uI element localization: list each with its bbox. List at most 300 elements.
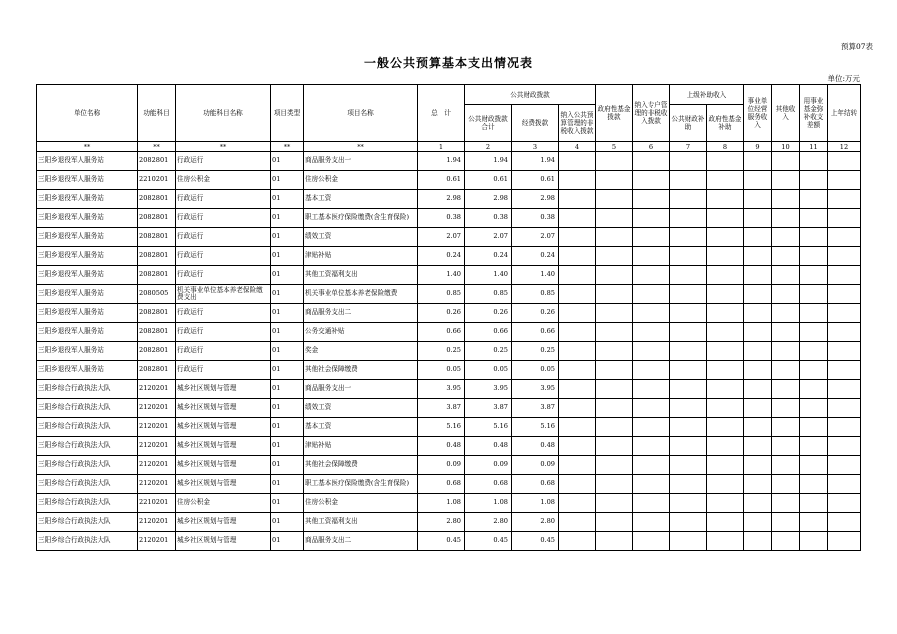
table-row xyxy=(37,380,861,399)
cell-unit-name: 三阳乡综合行政执法大队 xyxy=(37,513,138,532)
cell-item-type: 01 xyxy=(271,399,304,418)
empty-cell xyxy=(633,380,670,399)
table-row xyxy=(37,532,861,551)
empty-cell xyxy=(772,304,800,323)
empty-cell xyxy=(633,323,670,342)
cell-func-name: 机关事业单位基本养老保险缴费支出 xyxy=(176,285,271,304)
cell-unit-name: 三阳乡退役军人服务站 xyxy=(37,190,138,209)
cell-func-name: 城乡社区规划与管理 xyxy=(176,399,271,418)
header-special-fund: 纳入公共预算管理的非税收入拨款 xyxy=(559,105,596,142)
empty-cell xyxy=(772,228,800,247)
cell-func-name: 城乡社区规划与管理 xyxy=(176,456,271,475)
cell-func-code: 2082801 xyxy=(138,266,176,285)
empty-cell xyxy=(828,380,861,399)
empty-cell xyxy=(707,342,744,361)
cell-unit-name: 三阳乡退役军人服务站 xyxy=(37,152,138,171)
cell-funds-alloc: 2.07 xyxy=(512,228,559,247)
empty-cell xyxy=(772,456,800,475)
cell-unit-name: 三阳乡退役军人服务站 xyxy=(37,247,138,266)
cell-unit-name: 三阳乡退役军人服务站 xyxy=(37,285,138,304)
empty-cell xyxy=(596,285,633,304)
cell-func-code: 2080505 xyxy=(138,285,176,304)
table-row xyxy=(37,437,861,456)
cell-funds-alloc: 0.68 xyxy=(512,475,559,494)
empty-cell xyxy=(633,228,670,247)
empty-cell xyxy=(828,399,861,418)
cell-unit-name: 三阳乡综合行政执法大队 xyxy=(37,437,138,456)
empty-cell xyxy=(559,285,596,304)
cell-func-name: 住房公积金 xyxy=(176,171,271,190)
column-index-mark: ** xyxy=(37,142,138,152)
empty-cell xyxy=(559,380,596,399)
empty-cell xyxy=(707,247,744,266)
empty-cell xyxy=(800,532,828,551)
cell-item-type: 01 xyxy=(271,266,304,285)
header-funds-alloc: 经费拨款 xyxy=(512,105,559,142)
cell-func-code: 2120201 xyxy=(138,532,176,551)
empty-cell xyxy=(744,399,772,418)
empty-cell xyxy=(707,323,744,342)
cell-item-name: 津贴补贴 xyxy=(304,247,418,266)
cell-public-finance-alloc: 0.05 xyxy=(465,361,512,380)
empty-cell xyxy=(744,285,772,304)
empty-cell xyxy=(828,190,861,209)
cell-item-name: 机关事业单位基本养老保险缴费 xyxy=(304,285,418,304)
cell-func-name: 行政运行 xyxy=(176,342,271,361)
cell-func-name: 城乡社区规划与管理 xyxy=(176,513,271,532)
cell-public-finance-alloc: 0.68 xyxy=(465,475,512,494)
empty-cell xyxy=(744,171,772,190)
empty-cell xyxy=(670,513,707,532)
cell-func-code: 2082801 xyxy=(138,247,176,266)
empty-cell xyxy=(828,266,861,285)
cell-func-name: 行政运行 xyxy=(176,247,271,266)
empty-cell xyxy=(800,494,828,513)
cell-total: 3.95 xyxy=(418,380,465,399)
empty-cell xyxy=(596,475,633,494)
cell-unit-name: 三阳乡退役军人服务站 xyxy=(37,266,138,285)
cell-func-code: 2120201 xyxy=(138,513,176,532)
cell-public-finance-alloc: 1.08 xyxy=(465,494,512,513)
empty-cell xyxy=(828,285,861,304)
cell-total: 0.38 xyxy=(418,209,465,228)
header-business-income: 事业单位经营服务收入 xyxy=(744,85,772,142)
table-row xyxy=(37,475,861,494)
cell-public-finance-alloc: 5.16 xyxy=(465,418,512,437)
cell-total: 0.24 xyxy=(418,247,465,266)
cell-funds-alloc: 1.94 xyxy=(512,152,559,171)
cell-public-finance-alloc: 0.61 xyxy=(465,171,512,190)
empty-cell xyxy=(633,190,670,209)
cell-total: 0.66 xyxy=(418,323,465,342)
table-row xyxy=(37,494,861,513)
empty-cell xyxy=(596,399,633,418)
cell-func-name: 城乡社区规划与管理 xyxy=(176,418,271,437)
empty-cell xyxy=(559,399,596,418)
cell-public-finance-alloc: 2.98 xyxy=(465,190,512,209)
table-row xyxy=(37,247,861,266)
cell-total: 1.40 xyxy=(418,266,465,285)
empty-cell xyxy=(800,437,828,456)
empty-cell xyxy=(800,228,828,247)
empty-cell xyxy=(828,361,861,380)
cell-funds-alloc: 0.26 xyxy=(512,304,559,323)
empty-cell xyxy=(772,152,800,171)
empty-cell xyxy=(596,209,633,228)
column-index-mark: 6 xyxy=(633,142,670,152)
empty-cell xyxy=(633,456,670,475)
empty-cell xyxy=(744,475,772,494)
empty-cell xyxy=(800,285,828,304)
cell-item-type: 01 xyxy=(271,361,304,380)
empty-cell xyxy=(707,418,744,437)
empty-cell xyxy=(633,361,670,380)
empty-cell xyxy=(800,247,828,266)
cell-func-code: 2120201 xyxy=(138,418,176,437)
cell-item-type: 01 xyxy=(271,304,304,323)
cell-funds-alloc: 3.95 xyxy=(512,380,559,399)
empty-cell xyxy=(633,399,670,418)
cell-public-finance-alloc: 0.09 xyxy=(465,456,512,475)
empty-cell xyxy=(670,152,707,171)
column-index-mark: ** xyxy=(304,142,418,152)
cell-unit-name: 三阳乡退役军人服务站 xyxy=(37,209,138,228)
empty-cell xyxy=(596,513,633,532)
empty-cell xyxy=(772,380,800,399)
form-number: 预算07表 xyxy=(840,42,873,51)
cell-total: 3.87 xyxy=(418,399,465,418)
empty-cell xyxy=(670,190,707,209)
cell-funds-alloc: 0.48 xyxy=(512,437,559,456)
column-index-mark: 12 xyxy=(828,142,861,152)
empty-cell xyxy=(707,190,744,209)
empty-cell xyxy=(744,380,772,399)
cell-total: 0.25 xyxy=(418,342,465,361)
cell-public-finance-alloc: 3.95 xyxy=(465,380,512,399)
cell-func-name: 城乡社区规划与管理 xyxy=(176,532,271,551)
empty-cell xyxy=(559,209,596,228)
empty-cell xyxy=(633,418,670,437)
cell-item-type: 01 xyxy=(271,247,304,266)
empty-cell xyxy=(633,513,670,532)
cell-func-name: 行政运行 xyxy=(176,323,271,342)
empty-cell xyxy=(828,209,861,228)
empty-cell xyxy=(800,152,828,171)
cell-funds-alloc: 2.80 xyxy=(512,513,559,532)
column-index-mark: ** xyxy=(138,142,176,152)
empty-cell xyxy=(744,361,772,380)
empty-cell xyxy=(744,494,772,513)
cell-funds-alloc: 0.45 xyxy=(512,532,559,551)
empty-cell xyxy=(670,494,707,513)
header-carryover: 上年结转 xyxy=(828,85,861,142)
cell-unit-name: 三阳乡退役军人服务站 xyxy=(37,342,138,361)
empty-cell xyxy=(772,475,800,494)
empty-cell xyxy=(633,304,670,323)
empty-cell xyxy=(772,209,800,228)
column-index-mark: 9 xyxy=(744,142,772,152)
cell-item-type: 01 xyxy=(271,456,304,475)
empty-cell xyxy=(670,380,707,399)
table-row xyxy=(37,285,861,304)
empty-cell xyxy=(707,171,744,190)
table-row xyxy=(37,323,861,342)
empty-cell xyxy=(596,532,633,551)
cell-func-name: 城乡社区规划与管理 xyxy=(176,475,271,494)
empty-cell xyxy=(772,494,800,513)
cell-unit-name: 三阳乡综合行政执法大队 xyxy=(37,475,138,494)
cell-total: 0.05 xyxy=(418,361,465,380)
empty-cell xyxy=(596,171,633,190)
empty-cell xyxy=(596,361,633,380)
cell-func-code: 2082801 xyxy=(138,152,176,171)
empty-cell xyxy=(772,437,800,456)
table-row xyxy=(37,418,861,437)
cell-item-type: 01 xyxy=(271,228,304,247)
empty-cell xyxy=(670,171,707,190)
cell-unit-name: 三阳乡退役军人服务站 xyxy=(37,171,138,190)
empty-cell xyxy=(800,209,828,228)
empty-cell xyxy=(670,228,707,247)
cell-public-finance-alloc: 0.24 xyxy=(465,247,512,266)
cell-unit-name: 三阳乡退役军人服务站 xyxy=(37,323,138,342)
empty-cell xyxy=(670,399,707,418)
cell-funds-alloc: 0.85 xyxy=(512,285,559,304)
empty-cell xyxy=(559,475,596,494)
cell-total: 5.16 xyxy=(418,418,465,437)
cell-func-name: 行政运行 xyxy=(176,266,271,285)
column-index-mark: 4 xyxy=(559,142,596,152)
empty-cell xyxy=(596,228,633,247)
cell-item-type: 01 xyxy=(271,209,304,228)
empty-cell xyxy=(772,285,800,304)
cell-func-code: 2082801 xyxy=(138,228,176,247)
cell-funds-alloc: 0.66 xyxy=(512,323,559,342)
cell-func-code: 2082801 xyxy=(138,361,176,380)
table-row xyxy=(37,266,861,285)
empty-cell xyxy=(772,266,800,285)
cell-item-name: 奖金 xyxy=(304,342,418,361)
cell-public-finance-alloc: 0.85 xyxy=(465,285,512,304)
unit-label: 单位:万元 xyxy=(827,74,860,83)
empty-cell xyxy=(772,399,800,418)
empty-cell xyxy=(828,323,861,342)
cell-funds-alloc: 0.25 xyxy=(512,342,559,361)
cell-func-code: 2120201 xyxy=(138,380,176,399)
empty-cell xyxy=(800,456,828,475)
empty-cell xyxy=(559,342,596,361)
empty-cell xyxy=(772,513,800,532)
header-gov-fund: 政府性基金拨款 xyxy=(596,85,633,142)
cell-item-name: 商品服务支出二 xyxy=(304,304,418,323)
cell-unit-name: 三阳乡综合行政执法大队 xyxy=(37,380,138,399)
empty-cell xyxy=(559,513,596,532)
empty-cell xyxy=(707,475,744,494)
empty-cell xyxy=(633,342,670,361)
cell-public-finance-alloc: 1.40 xyxy=(465,266,512,285)
empty-cell xyxy=(800,380,828,399)
empty-cell xyxy=(707,399,744,418)
empty-cell xyxy=(828,513,861,532)
header-other-income: 其他收入 xyxy=(772,85,800,142)
empty-cell xyxy=(559,532,596,551)
cell-item-type: 01 xyxy=(271,532,304,551)
cell-func-name: 行政运行 xyxy=(176,361,271,380)
table-row xyxy=(37,304,861,323)
empty-cell xyxy=(707,494,744,513)
column-index-mark: 3 xyxy=(512,142,559,152)
empty-cell xyxy=(633,532,670,551)
cell-item-name: 职工基本医疗保险缴费(含生育保险) xyxy=(304,209,418,228)
cell-item-name: 商品服务支出一 xyxy=(304,152,418,171)
empty-cell xyxy=(559,228,596,247)
cell-funds-alloc: 0.05 xyxy=(512,361,559,380)
empty-cell xyxy=(707,437,744,456)
empty-cell xyxy=(828,342,861,361)
cell-func-code: 2082801 xyxy=(138,209,176,228)
empty-cell xyxy=(670,247,707,266)
cell-func-code: 2210201 xyxy=(138,494,176,513)
header-surplus: 用事业基金弥补收支差额 xyxy=(800,85,828,142)
header-func-name: 功能科目名称 xyxy=(176,85,271,142)
cell-func-code: 2120201 xyxy=(138,456,176,475)
cell-func-name: 城乡社区规划与管理 xyxy=(176,437,271,456)
cell-funds-alloc: 0.61 xyxy=(512,171,559,190)
cell-funds-alloc: 1.40 xyxy=(512,266,559,285)
cell-item-type: 01 xyxy=(271,437,304,456)
cell-func-name: 行政运行 xyxy=(176,209,271,228)
cell-unit-name: 三阳乡综合行政执法大队 xyxy=(37,418,138,437)
empty-cell xyxy=(707,152,744,171)
empty-cell xyxy=(596,190,633,209)
header-superior-group: 上级补助收入 xyxy=(670,85,744,105)
cell-funds-alloc: 1.08 xyxy=(512,494,559,513)
cell-total: 2.80 xyxy=(418,513,465,532)
empty-cell xyxy=(633,152,670,171)
cell-public-finance-alloc: 0.38 xyxy=(465,209,512,228)
empty-cell xyxy=(670,209,707,228)
cell-func-code: 2082801 xyxy=(138,190,176,209)
empty-cell xyxy=(744,342,772,361)
empty-cell xyxy=(744,247,772,266)
empty-cell xyxy=(800,475,828,494)
empty-cell xyxy=(800,266,828,285)
empty-cell xyxy=(828,418,861,437)
empty-cell xyxy=(800,171,828,190)
cell-total: 0.48 xyxy=(418,437,465,456)
cell-func-code: 2120201 xyxy=(138,399,176,418)
cell-total: 2.98 xyxy=(418,190,465,209)
cell-item-type: 01 xyxy=(271,380,304,399)
empty-cell xyxy=(670,418,707,437)
empty-cell xyxy=(633,247,670,266)
header-func-code: 功能科目 xyxy=(138,85,176,142)
empty-cell xyxy=(559,361,596,380)
cell-func-code: 2120201 xyxy=(138,437,176,456)
empty-cell xyxy=(772,190,800,209)
empty-cell xyxy=(633,494,670,513)
cell-item-name: 绩效工资 xyxy=(304,399,418,418)
cell-funds-alloc: 0.24 xyxy=(512,247,559,266)
column-index-mark: 1 xyxy=(418,142,465,152)
cell-func-name: 行政运行 xyxy=(176,152,271,171)
cell-unit-name: 三阳乡综合行政执法大队 xyxy=(37,532,138,551)
cell-funds-alloc: 0.38 xyxy=(512,209,559,228)
empty-cell xyxy=(707,532,744,551)
cell-total: 0.09 xyxy=(418,456,465,475)
column-index-mark: 2 xyxy=(465,142,512,152)
cell-unit-name: 三阳乡综合行政执法大队 xyxy=(37,456,138,475)
cell-item-name: 其他社会保障缴费 xyxy=(304,361,418,380)
empty-cell xyxy=(828,475,861,494)
table-row xyxy=(37,152,861,171)
empty-cell xyxy=(828,171,861,190)
cell-item-name: 商品服务支出二 xyxy=(304,532,418,551)
cell-func-code: 2082801 xyxy=(138,323,176,342)
empty-cell xyxy=(633,475,670,494)
cell-public-finance-alloc: 1.94 xyxy=(465,152,512,171)
empty-cell xyxy=(828,456,861,475)
empty-cell xyxy=(800,323,828,342)
column-index-mark: 7 xyxy=(670,142,707,152)
cell-item-name: 津贴补贴 xyxy=(304,437,418,456)
empty-cell xyxy=(800,304,828,323)
cell-unit-name: 三阳乡综合行政执法大队 xyxy=(37,494,138,513)
empty-cell xyxy=(828,247,861,266)
column-index-mark: 8 xyxy=(707,142,744,152)
table-row xyxy=(37,513,861,532)
cell-public-finance-alloc: 0.45 xyxy=(465,532,512,551)
empty-cell xyxy=(670,266,707,285)
cell-item-name: 其他社会保障缴费 xyxy=(304,456,418,475)
header-item-name: 项目名称 xyxy=(304,85,418,142)
empty-cell xyxy=(744,209,772,228)
empty-cell xyxy=(800,513,828,532)
cell-total: 0.68 xyxy=(418,475,465,494)
empty-cell xyxy=(772,418,800,437)
cell-item-name: 公务交通补贴 xyxy=(304,323,418,342)
cell-item-name: 住房公积金 xyxy=(304,171,418,190)
empty-cell xyxy=(670,532,707,551)
column-index-mark: 5 xyxy=(596,142,633,152)
header-unit-name: 单位名称 xyxy=(37,85,138,142)
header-special-mgmt: 纳入专户管理的非税收入拨款 xyxy=(633,85,670,142)
cell-total: 0.45 xyxy=(418,532,465,551)
empty-cell xyxy=(828,494,861,513)
cell-public-finance-alloc: 2.80 xyxy=(465,513,512,532)
empty-cell xyxy=(559,152,596,171)
table-row xyxy=(37,209,861,228)
cell-total: 0.26 xyxy=(418,304,465,323)
empty-cell xyxy=(800,190,828,209)
table-row xyxy=(37,228,861,247)
empty-cell xyxy=(633,266,670,285)
cell-public-finance-alloc: 0.66 xyxy=(465,323,512,342)
empty-cell xyxy=(596,247,633,266)
cell-func-code: 2120201 xyxy=(138,475,176,494)
empty-cell xyxy=(772,247,800,266)
cell-total: 1.94 xyxy=(418,152,465,171)
cell-item-type: 01 xyxy=(271,494,304,513)
empty-cell xyxy=(744,532,772,551)
empty-cell xyxy=(559,456,596,475)
cell-item-type: 01 xyxy=(271,323,304,342)
column-index-mark: ** xyxy=(271,142,304,152)
empty-cell xyxy=(596,304,633,323)
empty-cell xyxy=(633,209,670,228)
empty-cell xyxy=(633,437,670,456)
cell-item-name: 其他工资福利支出 xyxy=(304,513,418,532)
